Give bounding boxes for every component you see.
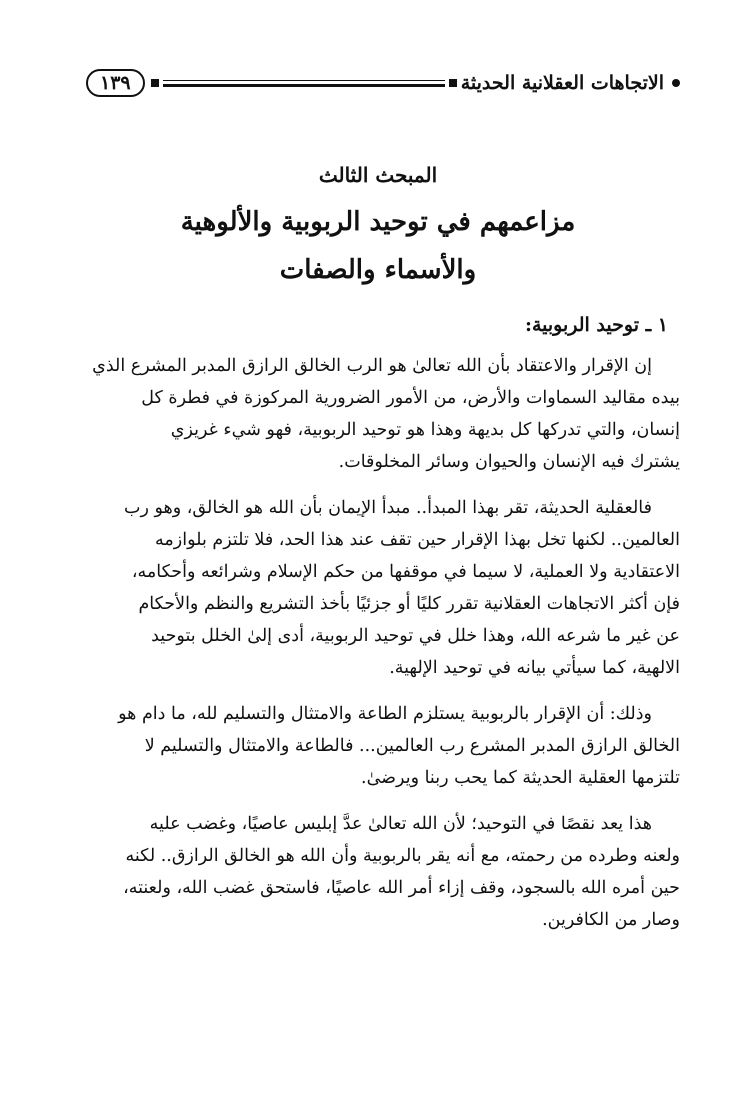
paragraph [88,698,680,794]
section-heading: المبحث الثالث [318,163,438,187]
header-rule [163,80,445,87]
body-text [88,350,680,950]
text-line: بيده مقاليد السماوات والأرض، من الأمور الضرورية المركوزة في فطرة كل [141,388,680,408]
subheading: ١ ـ توحيد الربوبية: [524,314,668,336]
text-line: إنسان، والتي تدركها كل بديهة وهذا هو توحيد الربوبية، فهو شيء غريزي [170,420,680,440]
text-line: الاعتقادية ولا العملية، لا سيما في موقفها من حكم الإسلام وشرائعه وأحكامه، [131,562,680,582]
text-line: الخالق الرازق المدبر المشرع رب العالمين... فالطاعة والامتثال والتسليم لا [144,736,680,756]
running-header [86,66,680,100]
text-line: الالهية، كما سيأتي بيانه في توحيد الإلهية. [389,658,680,678]
text-line: العالمين.. لكنها تخل بهذا الإقرار حين تقف عند هذا الحد، فلا تلتزم بلوازمه [155,530,680,550]
paragraph [88,808,680,936]
main-title-line1: مزاعمهم في توحيد الربوبية والألوهية [180,207,576,237]
text-line: هذا يعد نقصًا في التوحيد؛ لأن الله تعالىٰ عدَّ إبليس عاصيًا، وغضب عليه [149,814,652,834]
text-line: فالعقلية الحديثة، تقر بهذا المبدأ.. مبدأ الإيمان بأن الله هو الخالق، وهو رب [124,498,652,518]
text-line: وصار من الكافرين. [542,910,680,930]
paragraph [88,350,680,478]
text-line: إن الإقرار والاعتقاد بأن الله تعالىٰ هو الرب الخالق الرازق المدبر المشرع الذي [92,356,652,376]
text-line: وذلك: أن الإقرار بالربوبية يستلزم الطاعة والامتثال والتسليم لله، ما دام هو [118,704,652,724]
square-ornament-icon [449,79,457,87]
text-line: عن غير ما شرعه الله، وهذا خلل في توحيد الربوبية، أدى إلىٰ الخلل بتوحيد [151,626,680,646]
page-number: ١٣٩ [86,69,145,97]
main-title-line2: والأسماء والصفات [279,255,477,285]
square-ornament-icon [151,79,159,87]
text-line: تلتزمها العقلية الحديثة كما يحب ربنا ويرضىٰ. [361,768,680,788]
text-line: فإن أكثر الاتجاهات العقلانية تقرر كليًا أو جزئيًا بأخذ التشريع والنظم والأحكام [138,594,680,614]
header-title: الاتجاهات العقلانية الحديثة [460,72,664,94]
text-line: حين أمره الله بالسجود، وقف إزاء أمر الله عاصيًا، فاستحق غضب الله، ولعنته، [123,878,680,898]
bullet-icon [672,79,680,87]
text-line: يشترك فيه الإنسان والحيوان وسائر المخلوقات. [338,452,680,472]
paragraph [88,492,680,684]
text-line: ولعنه وطرده من رحمته، مع أنه يقر بالربوبية وأن الله هو الخالق الرازق.. لكنه [125,846,680,866]
